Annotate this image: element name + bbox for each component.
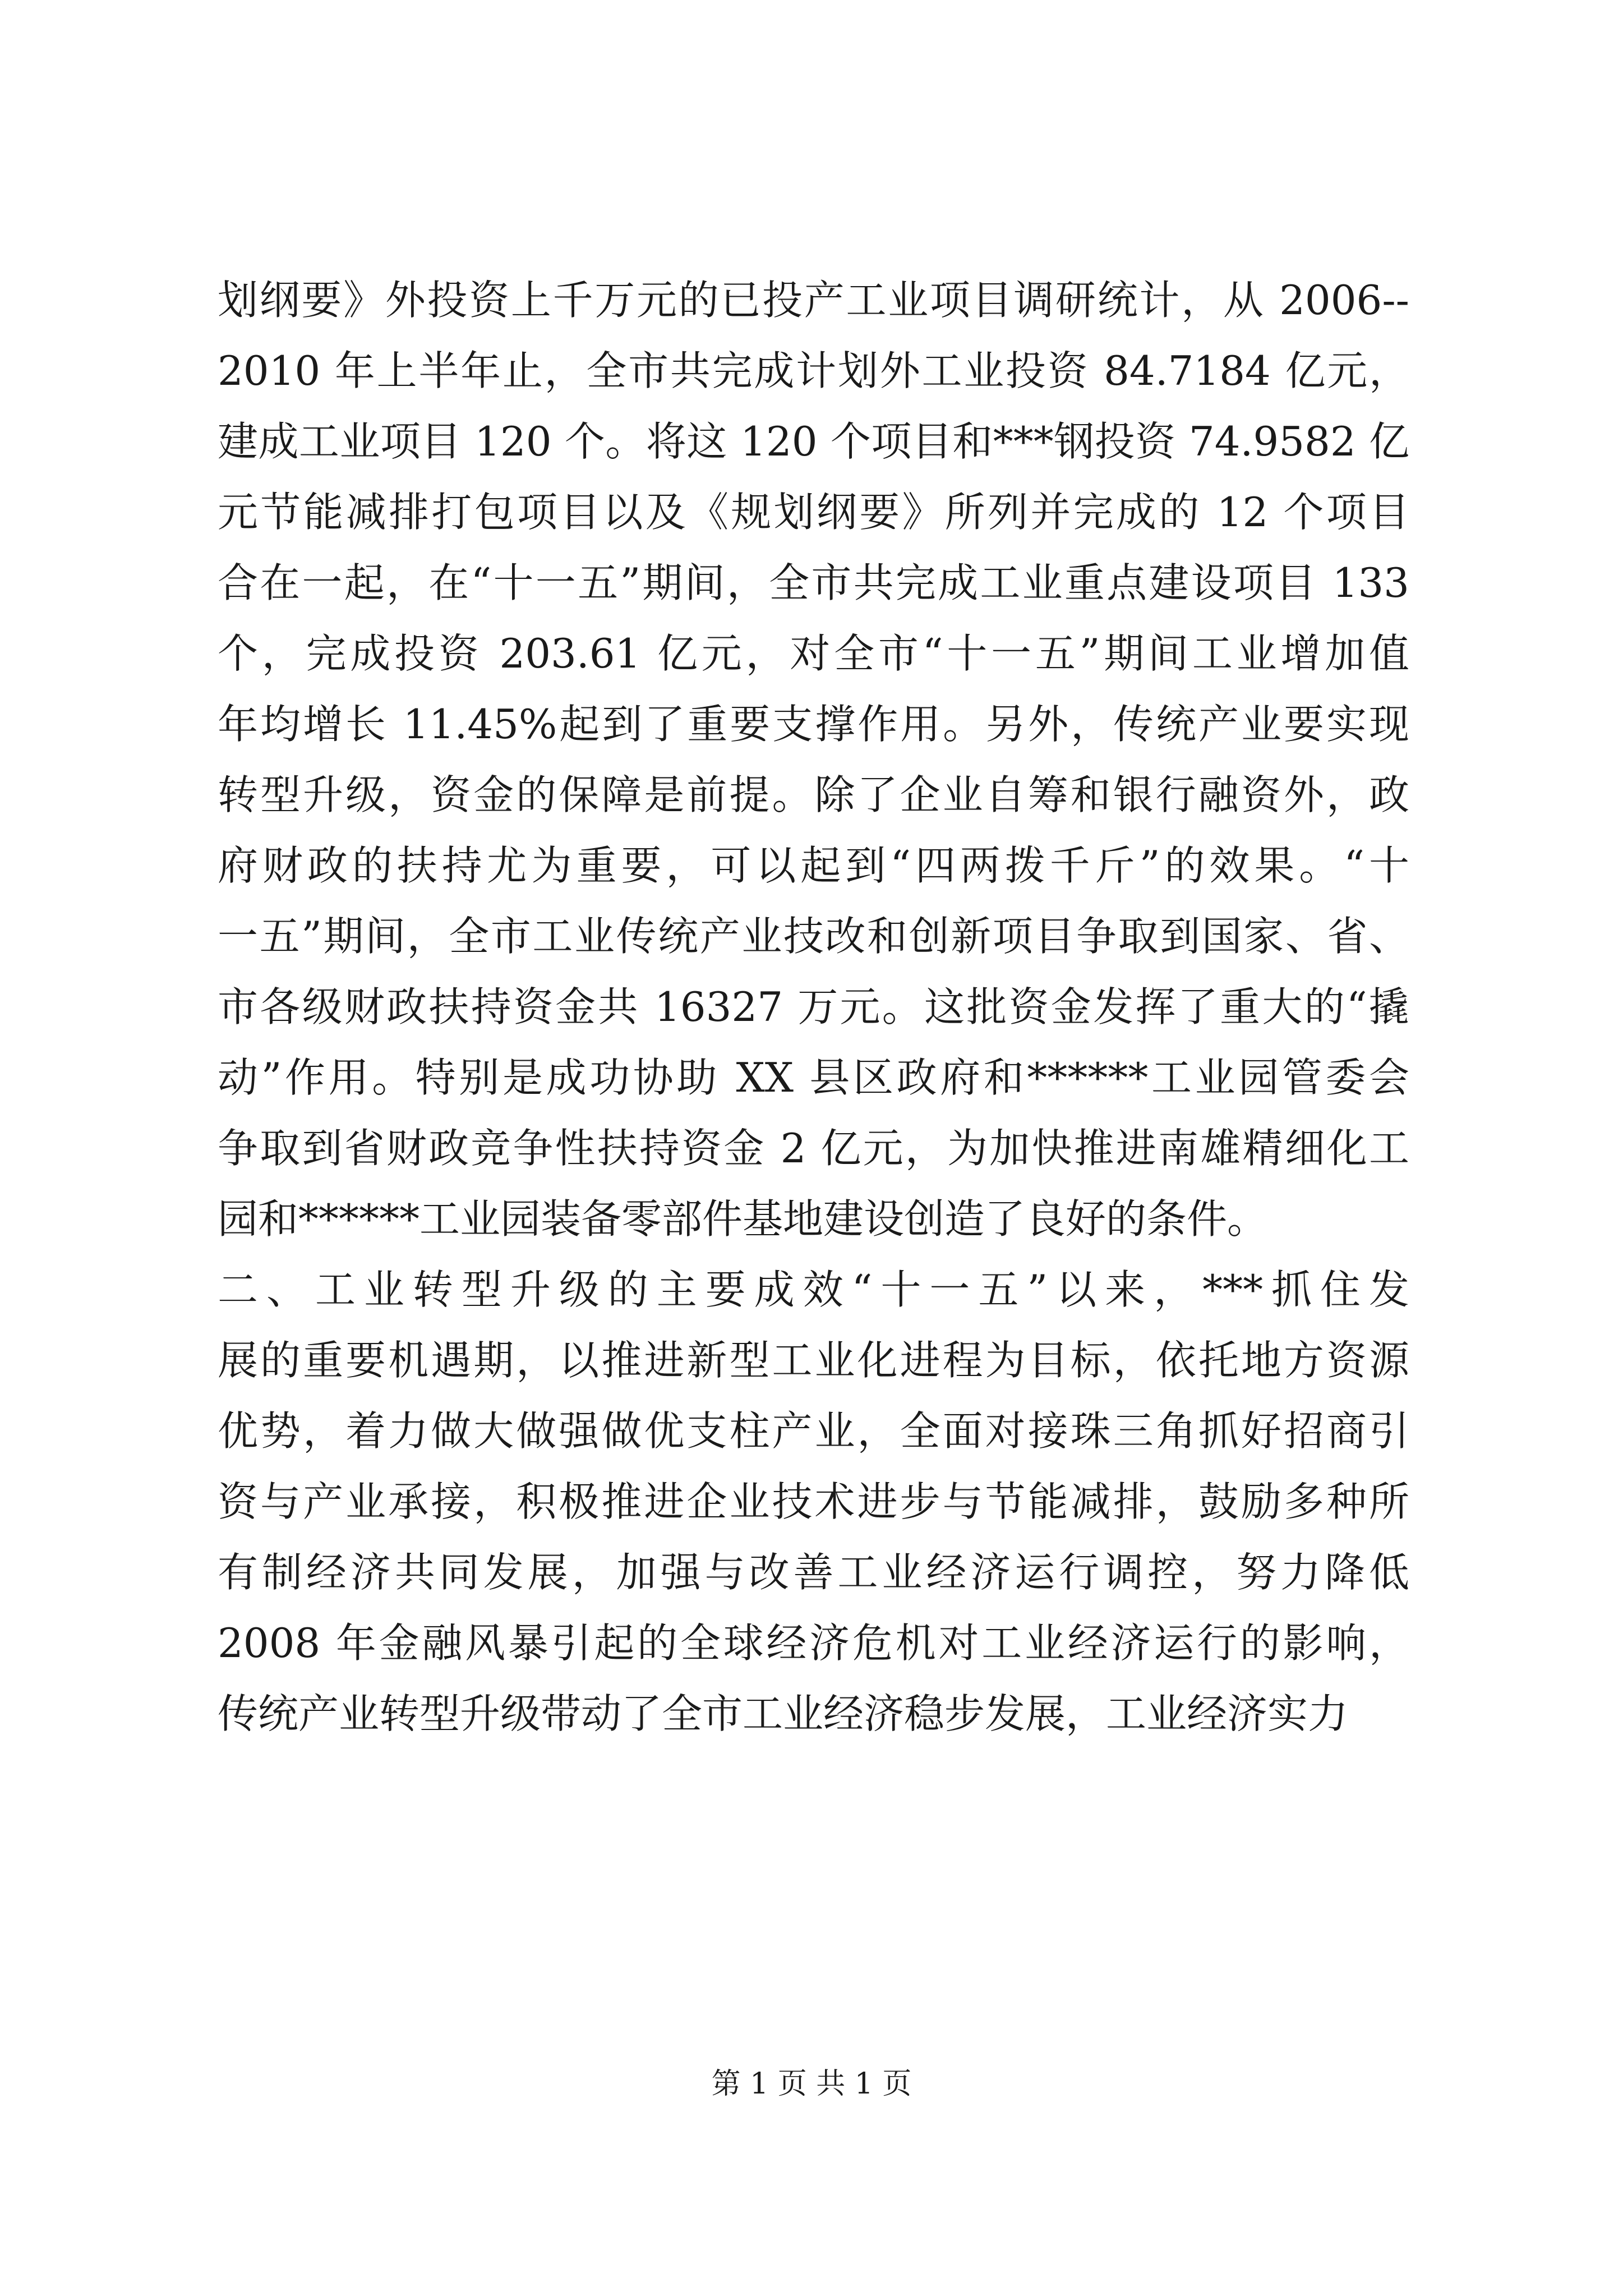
text-line: 划纲要》外投资上千万元的已投产工业项目调研统计，从 2006-- [218,277,1409,324]
page-footer: 第 1 页 共 1 页 [711,2067,912,2101]
text-line: 年均增长 11.45%起到了重要支撑作用。另外，传统产业要实现 [218,701,1409,748]
text-line: 园和******工业园装备零部件基地建设创造了良好的条件。 [218,1195,1268,1243]
document-body [218,265,1409,1749]
text-line: 动”作用。特别是成功协助 XX 县区政府和******工业园管委会 [218,1054,1409,1101]
text-line: 府财政的扶持尤为重要，可以起到“四两拨千斤”的效果。“十 [218,842,1409,889]
text-line: 二、工业转型升级的主要成效“十一五”以来，***抓住发 [218,1266,1409,1313]
text-line: 资与产业承接，积极推进企业技术进步与节能减排，鼓励多种所 [218,1478,1409,1525]
text-line: 2010 年上半年止，全市共完成计划外工业投资 84.7184 亿元， [218,347,1409,394]
text-line: 争取到省财政竞争性扶持资金 2 亿元，为加快推进南雄精细化工 [218,1125,1409,1172]
text-line: 2008 年金融风暴引起的全球经济危机对工业经济运行的影响， [218,1619,1409,1667]
text-line: 展的重要机遇期，以推进新型工业化进程为目标，依托地方资源 [218,1337,1409,1384]
paragraph [218,1254,1409,1749]
paragraph [218,265,1409,1254]
text-line: 有制经济共同发展，加强与改善工业经济运行调控，努力降低 [218,1549,1409,1596]
text-line: 元节能减排打包项目以及《规划纲要》所列并完成的 12 个项目 [218,489,1409,536]
text-line: 传统产业转型升级带动了全市工业经济稳步发展，工业经济实力 [218,1690,1349,1737]
text-line: 合在一起，在“十一五”期间，全市共完成工业重点建设项目 133 [218,559,1409,606]
text-line: 建成工业项目 120 个。将这 120 个项目和***钢投资 74.9582 亿 [218,418,1409,465]
text-line: 一五”期间，全市工业传统产业技改和创新项目争取到国家、省、 [218,913,1409,960]
text-line: 优势，着力做大做强做优支柱产业，全面对接珠三角抓好招商引 [218,1407,1409,1455]
text-line: 转型升级，资金的保障是前提。除了企业自筹和银行融资外，政 [218,771,1409,818]
text-line: 个，完成投资 203.61 亿元，对全市“十一五”期间工业增加值 [218,630,1409,677]
text-line: 市各级财政扶持资金共 16327 万元。这批资金发挥了重大的“撬 [218,983,1409,1030]
